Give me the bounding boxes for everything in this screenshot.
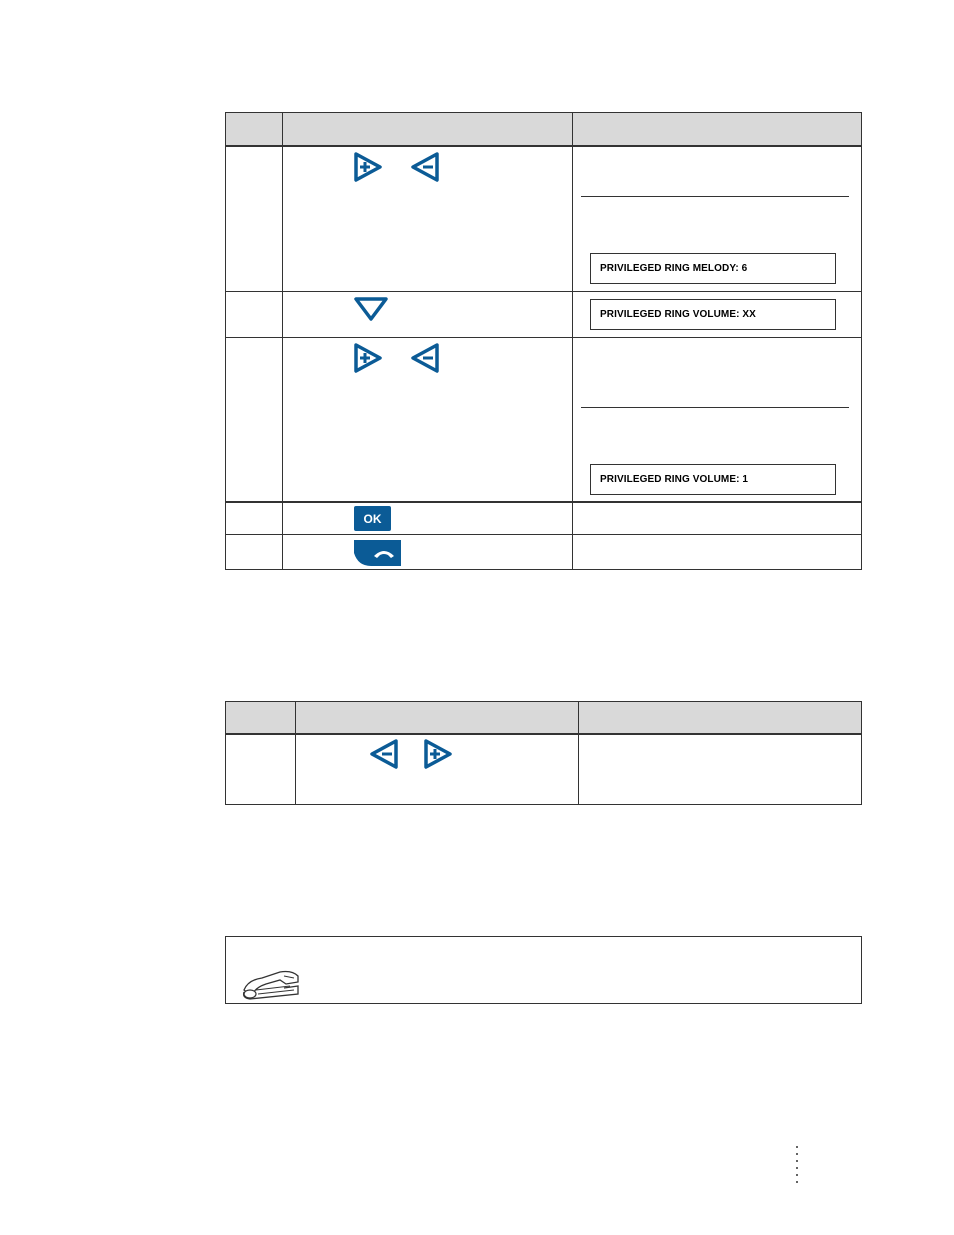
table-header	[226, 702, 861, 735]
lcd-display: PRIVILEGED RING VOLUME: XX	[590, 299, 836, 330]
page-dots	[796, 1146, 799, 1188]
down-arrow-key-icon[interactable]	[354, 297, 388, 321]
minus-arrow-key-icon[interactable]	[409, 343, 439, 373]
minus-arrow-key-icon[interactable]	[368, 739, 398, 769]
plus-arrow-key-icon[interactable]	[354, 152, 384, 182]
plus-arrow-key-icon[interactable]	[354, 343, 384, 373]
procedure-table-2	[225, 701, 862, 805]
note-box	[225, 936, 862, 1004]
lcd-display: PRIVILEGED RING VOLUME: 1	[590, 464, 836, 495]
ok-key-icon[interactable]: OK	[354, 506, 391, 531]
telephone-icon	[240, 968, 302, 1002]
table-header	[226, 113, 861, 147]
plus-arrow-key-icon[interactable]	[424, 739, 454, 769]
hang-up-key-icon[interactable]	[354, 540, 402, 567]
minus-arrow-key-icon[interactable]	[409, 152, 439, 182]
lcd-display: PRIVILEGED RING MELODY: 6	[590, 253, 836, 284]
procedure-table-1	[225, 112, 862, 570]
